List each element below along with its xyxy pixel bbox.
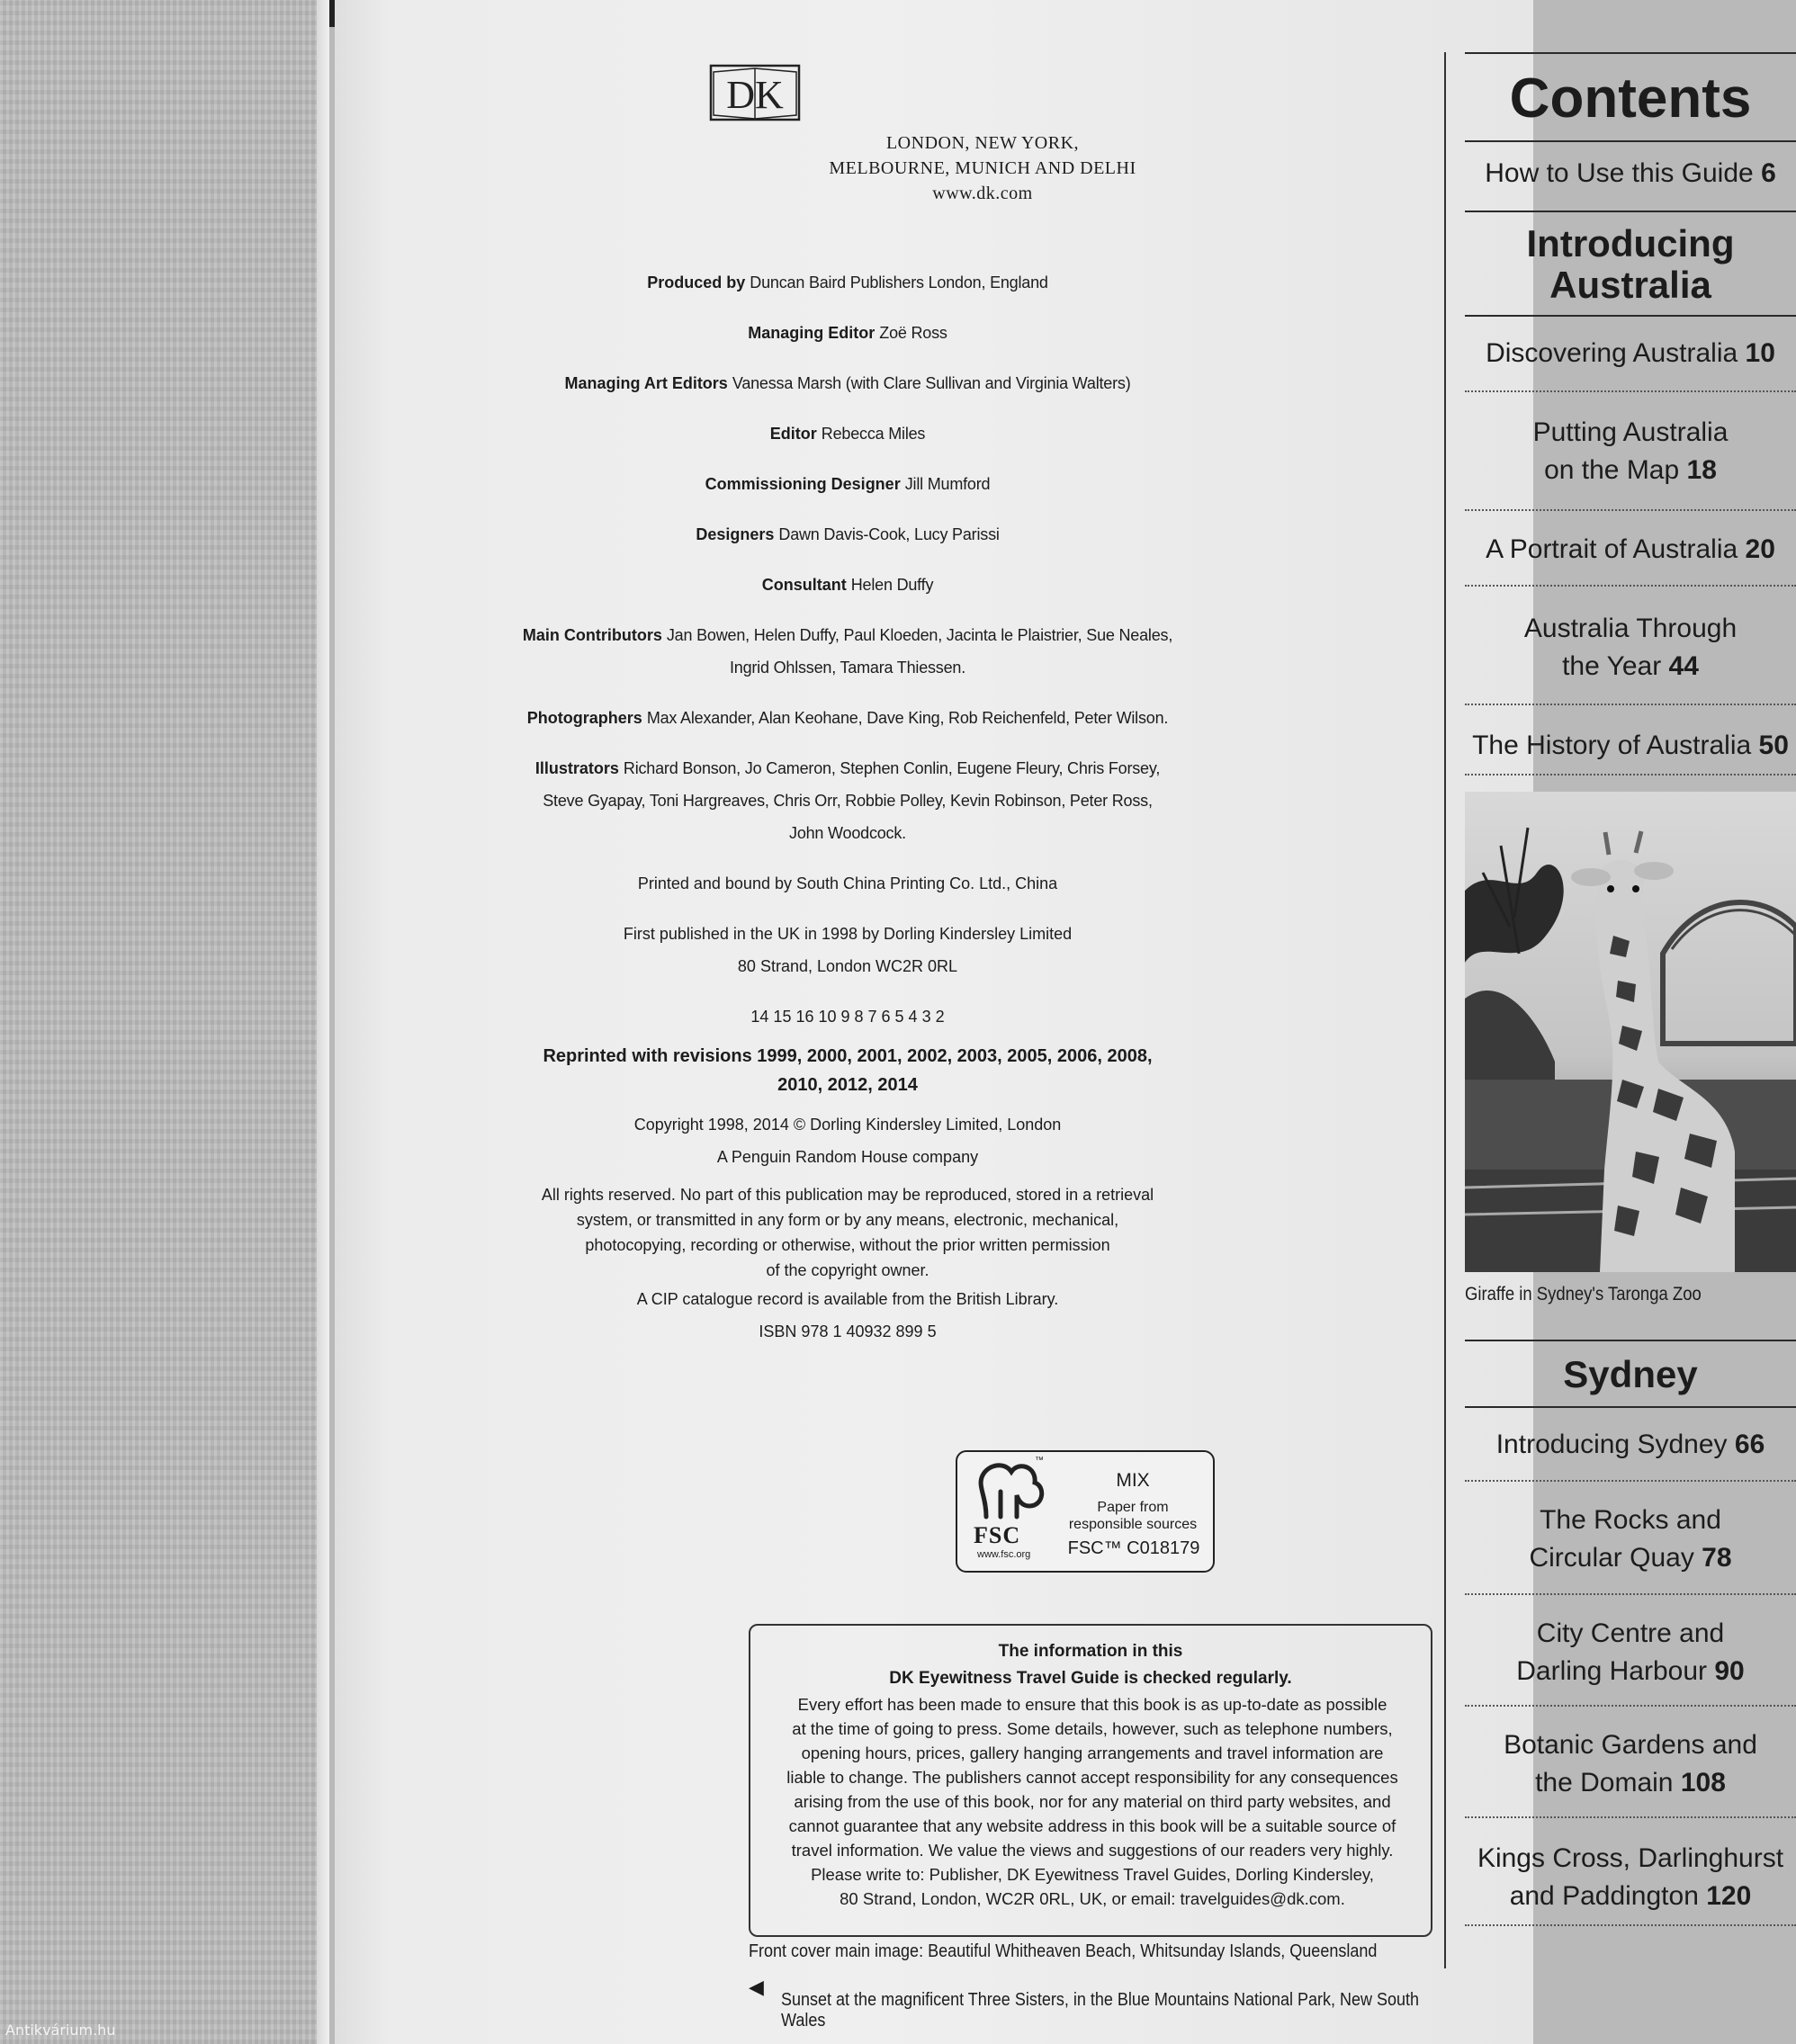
fsc-paper-source: Paper from responsible sources	[1068, 1500, 1198, 1532]
watermark: Antikvárium.hu	[5, 2022, 116, 2039]
printed-by: Printed and bound by South China Printing Co. Ltd., China	[637, 874, 1058, 892]
info-body: Every effort has been made to ensure that this book is as up-to-date as possible at the time of going to press. Some details, however, such as telephone numbers, opening hours, prices, gallery hanging arrangements and travel information are liable to change. The publishers cannot accept responsibility for any consequences arising from the use of this book, nor for any material on third party websites, and cannot guarantee that any website address in this book will be a suitable source of travel information. We value the views and suggestions of our readers very highly. Please write to: Publisher, DK Eyewitness Travel Guides, Dorling Kindersley, 80 Strand, London, WC2R 0RL, UK, or email: travelguides@dk.com.	[786, 1695, 1398, 1908]
contents-title: Contents	[1509, 67, 1752, 130]
contents-column	[1465, 52, 1796, 1926]
rights-line-2: system, or transmitted in any form or by any means, electronic, mechanical,	[576, 1211, 1119, 1229]
publisher-imprint	[515, 130, 1450, 206]
isbn: ISBN 978 1 40932 899 5	[759, 1322, 937, 1340]
rights-line-3: photocopying, recording or otherwise, without the prior written permission	[585, 1236, 1110, 1254]
credit-main-contributors: Main Contributors Jan Bowen, Helen Duffy, Paul Kloeden, Jacinta le Plaistrier, Sue Neales, Ingrid Ohlssen, Tamara Thiessen.	[522, 626, 1173, 677]
book-cover-strip	[0, 0, 317, 2044]
toc-section-introducing-australia: Introducing Australia	[1526, 222, 1735, 306]
credits-block	[398, 266, 1298, 1348]
info-title: The information in this DK Eyewitness Travel Guide is checked regularly.	[889, 1642, 1292, 1688]
reprint-line-2: 2010, 2012, 2014	[777, 1075, 918, 1095]
toc-section-sydney: Sydney	[1563, 1353, 1698, 1395]
rights-line-4: of the copyright owner.	[766, 1261, 929, 1279]
fsc-logo-box	[956, 1450, 1215, 1573]
publisher-website[interactable]: www.dk.com	[932, 184, 1033, 203]
toc-item-discovering-australia[interactable]: Discovering Australia 10	[1486, 338, 1775, 368]
credit-editor: Editor Rebecca Miles	[769, 425, 926, 443]
publisher-address: 80 Strand, London WC2R 0RL	[737, 957, 958, 975]
book-page	[335, 0, 1789, 2044]
credit-illustrators: Illustrators Richard Bonson, Jo Cameron, Stephen Conlin, Eugene Fleury, Chris Forsey, Steve Gyapay, Toni Hargreaves, Chris Orr, Robbie Polley, Kevin Robinson, Peter Ross, John Woodcock.	[534, 759, 1161, 842]
publisher-cities-2: MELBOURNE, MUNICH AND DELHI	[829, 158, 1136, 178]
cover-image-credit: Front cover main image: Beautiful Whitheaven Beach, Whitsunday Islands, Queensland	[749, 1941, 1378, 1961]
photo-caption: Giraffe in Sydney's Taronga Zoo	[1465, 1284, 1702, 1304]
credit-photographers: Photographers Max Alexander, Alan Keohane, Dave King, Rob Reichenfeld, Peter Wilson.	[526, 709, 1169, 727]
credit-managing-editor: Managing Editor Zoë Ross	[748, 324, 947, 342]
cip-record: A CIP catalogue record is available from the British Library.	[636, 1290, 1059, 1308]
fsc-code: FSC™ C018179	[1067, 1538, 1200, 1558]
company: A Penguin Random House company	[716, 1148, 979, 1166]
toc-item-putting-australia-on-the-map[interactable]: Putting Australia on the Map 18	[1532, 417, 1729, 485]
toc-item-introducing-sydney[interactable]: Introducing Sydney 66	[1495, 1430, 1765, 1459]
credit-commissioning-designer: Commissioning Designer Jill Mumford	[705, 475, 991, 493]
toc-item-rocks-circular-quay[interactable]: The Rocks and Circular Quay 78	[1529, 1505, 1732, 1573]
toc-item-city-centre-darling-harbour[interactable]: City Centre and Darling Harbour 90	[1516, 1618, 1745, 1686]
toc-item-australia-through-the-year[interactable]: Australia Through the Year 44	[1523, 614, 1738, 681]
credit-designers: Designers Dawn Davis-Cook, Lucy Parissi	[696, 525, 1000, 543]
fsc-web: www.fsc.org	[977, 1549, 1031, 1560]
fsc-tree-icon	[968, 1459, 1051, 1522]
fsc-logo-text: FSC	[974, 1522, 1021, 1548]
reprint-line-1: Reprinted with revisions 1999, 2000, 2001, 2002, 2003, 2005, 2006, 2008,	[543, 1046, 1153, 1066]
toc-how-to-use[interactable]: How to Use this Guide 6	[1485, 158, 1776, 188]
toc-item-botanic-gardens-domain[interactable]: Botanic Gardens and the Domain 108	[1504, 1730, 1757, 1797]
toc-item-kings-cross[interactable]: Kings Cross, Darlinghurst and Paddington 120	[1477, 1843, 1784, 1911]
publisher-cities-1: LONDON, NEW YORK,	[885, 133, 1080, 153]
dk-logo-text: DK	[726, 73, 784, 117]
dk-logo	[708, 63, 802, 122]
first-published: First published in the UK in 1998 by Dorling Kindersley Limited	[623, 925, 1073, 943]
toc-item-history-of-australia[interactable]: The History of Australia 50	[1472, 731, 1789, 760]
fsc-tm: ™	[1035, 1456, 1044, 1466]
toc-item-portrait-of-australia[interactable]: A Portrait of Australia 20	[1486, 534, 1775, 564]
copyright: Copyright 1998, 2014 © Dorling Kindersley Limited, London	[633, 1116, 1062, 1134]
giraffe-photo	[1465, 792, 1796, 1272]
cover-sunset-caption: Sunset at the magnificent Three Sisters, in the Blue Mountains National Park, New South Wales	[781, 1990, 1420, 2031]
credit-consultant: Consultant Helen Duffy	[761, 576, 934, 594]
info-notice-box	[749, 1624, 1432, 1937]
fsc-mix: MIX	[1116, 1470, 1150, 1491]
credit-produced-by: Produced by Duncan Baird Publishers London, England	[647, 273, 1048, 291]
column-divider	[1444, 52, 1446, 1968]
print-run: 14 15 16 10 9 8 7 6 5 4 3 2	[750, 1008, 945, 1026]
rights-line-1: All rights reserved. No part of this publication may be reproduced, stored in a retrieval	[541, 1186, 1154, 1204]
left-arrow-icon: ◀	[749, 1976, 764, 1998]
credit-managing-art-editors: Managing Art Editors Vanessa Marsh (with Clare Sullivan and Virginia Walters)	[564, 374, 1131, 392]
page-edge	[317, 0, 329, 2044]
